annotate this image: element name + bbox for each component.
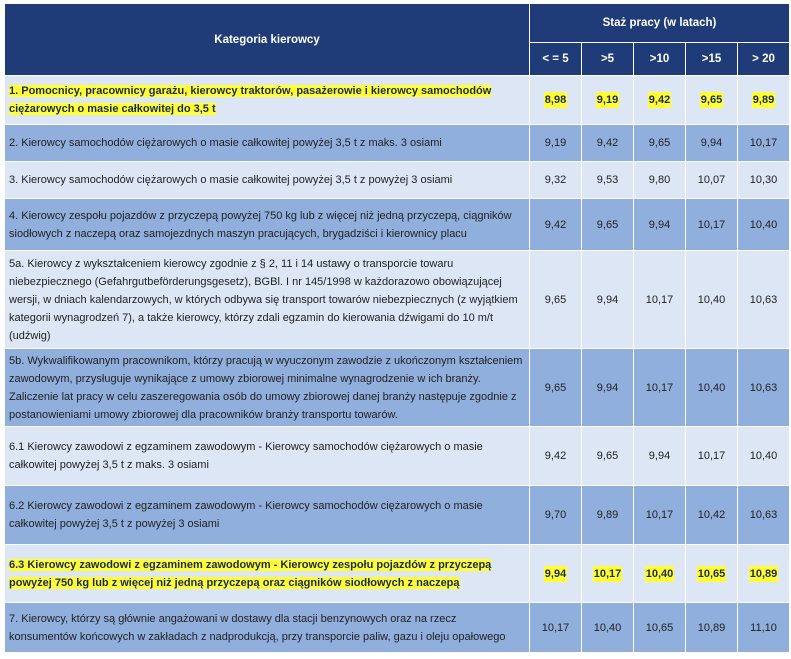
value-cell: 9,65	[582, 427, 634, 486]
value-cell: 9,94	[530, 545, 582, 603]
table-row	[5, 125, 790, 162]
value-cell: 8,98	[530, 76, 582, 125]
value-cell: 10,65	[686, 545, 738, 603]
value-cell: 9,70	[530, 486, 582, 545]
value-cell: 10,17	[738, 125, 790, 162]
category-cell: 3. Kierowcy samochodów ciężarowych o masie całkowitej powyżej 3,5 t z powyżej 3 osiami	[5, 162, 530, 199]
value-cell: 9,89	[582, 486, 634, 545]
value-cell: 10,89	[686, 603, 738, 653]
value-cell: 9,65	[530, 251, 582, 349]
category-cell: 5a. Kierowcy z wykształceniem kierowcy zgodnie z § 2, 11 i 14 ustawy o transporcie towaru niebezpiecznego (Gefahrgutbeförderungsgesetz), BGBl. I nr 145/1998 w każdorazowo obowiązującej wersji, w dniach kalendarzowych, w których odbywa się transport towarów niebezpiecznych (z wyjątkiem kategorii wynagrodzeń 7), a także kierowcy, którzy zdali egzamin do kierowania dźwigami do 10 m/t (udźwig)	[5, 251, 530, 349]
category-cell: 6.2 Kierowcy zawodowi z egzaminem zawodowym - Kierowcy samochodów ciężarowych o masie całkowitej powyżej 3,5 t z powyżej 3 osiami	[5, 486, 530, 545]
column-header: > 20	[738, 43, 790, 76]
column-header: >15	[686, 43, 738, 76]
value-cell: 9,32	[530, 162, 582, 199]
table-row	[5, 251, 790, 349]
table-row	[5, 199, 790, 251]
value-cell: 10,40	[738, 427, 790, 486]
value-cell: 9,53	[582, 162, 634, 199]
value-cell: 10,07	[686, 162, 738, 199]
value-cell: 10,40	[686, 251, 738, 349]
value-cell: 10,40	[686, 349, 738, 427]
value-cell: 9,65	[686, 76, 738, 125]
value-cell: 9,42	[530, 427, 582, 486]
value-cell: 9,94	[686, 125, 738, 162]
category-cell: 1. Pomocnicy, pracownicy garażu, kierowcy traktorów, pasażerowie i kierowcy samochodów ciężarowych o masie całkowitej do 3,5 t	[5, 76, 530, 125]
category-cell: 2. Kierowcy samochodów ciężarowych o masie całkowitej powyżej 3,5 t z maks. 3 osiami	[5, 125, 530, 162]
table-row	[5, 162, 790, 199]
table-row	[5, 427, 790, 486]
value-cell: 9,65	[530, 349, 582, 427]
value-cell: 9,42	[530, 199, 582, 251]
value-cell: 11,10	[738, 603, 790, 653]
category-cell: 7. Kierowcy, którzy są głównie angażowani w dostawy dla stacji benzynowych oraz na rzecz konsumentów końcowych w zakładach z nadprodukcją, przy transporcie paliw, gazu i oleju opałowego	[5, 603, 530, 653]
value-cell: 10,65	[634, 603, 686, 653]
table-row	[5, 349, 790, 427]
category-cell: 6.3 Kierowcy zawodowi z egzaminem zawodowym - Kierowcy zespołu pojazdów z przyczepą powyżej 750 kg lub z więcej niż jedną przyczepą oraz ciągników siodłowych z naczepą	[5, 545, 530, 603]
column-header: >5	[582, 43, 634, 76]
value-cell: 10,17	[530, 603, 582, 653]
value-cell: 10,17	[686, 427, 738, 486]
value-cell: 9,94	[582, 349, 634, 427]
value-cell: 9,65	[634, 125, 686, 162]
value-cell: 10,17	[634, 251, 686, 349]
value-cell: 10,89	[738, 545, 790, 603]
value-cell: 10,17	[686, 199, 738, 251]
category-header: Kategoria kierowcy	[5, 4, 530, 76]
value-cell: 9,42	[634, 76, 686, 125]
table-row	[5, 603, 790, 653]
value-cell: 10,17	[634, 486, 686, 545]
value-cell: 10,30	[738, 162, 790, 199]
category-cell: 6.1 Kierowcy zawodowi z egzaminem zawodowym - Kierowcy samochodów ciężarowych o masie całkowitej powyżej 3,5 t z maks. 3 osiami	[5, 427, 530, 486]
value-cell: 10,63	[738, 349, 790, 427]
value-cell: 10,40	[582, 603, 634, 653]
seniority-header: Staż pracy (w latach)	[530, 4, 790, 43]
value-cell: 10,17	[582, 545, 634, 603]
value-cell: 9,80	[634, 162, 686, 199]
value-cell: 9,19	[582, 76, 634, 125]
value-cell: 10,40	[738, 199, 790, 251]
value-cell: 9,94	[582, 251, 634, 349]
value-cell: 10,63	[738, 251, 790, 349]
value-cell: 9,19	[530, 125, 582, 162]
value-cell: 10,17	[634, 349, 686, 427]
column-header: >10	[634, 43, 686, 76]
table-row	[5, 486, 790, 545]
value-cell: 10,63	[738, 486, 790, 545]
value-cell: 10,42	[686, 486, 738, 545]
value-cell: 9,42	[582, 125, 634, 162]
value-cell: 9,94	[634, 427, 686, 486]
category-cell: 5b. Wykwalifikowanym pracownikom, którzy pracują w wyuczonym zawodzie z ukończonym kształceniem zawodowym, przysługuje wynikające z umowy zbiorowej minimalne wynagrodzenie w ich branży. Zaliczenie lat pracy w celu zaszeregowania osób do umowy zbiorowej danej branży następuje zgodnie z postanowieniami umowy zbiorowej dla pracowników branży transportu towarów.	[5, 349, 530, 427]
wage-table	[4, 3, 790, 653]
value-cell: 9,89	[738, 76, 790, 125]
value-cell: 9,65	[582, 199, 634, 251]
category-cell: 4. Kierowcy zespołu pojazdów z przyczepą powyżej 750 kg lub z więcej niż jedną przyczepą, ciągników siodłowych z naczepą oraz samojezdnych maszyn pracujących, brygadziści i kierownicy placu	[5, 199, 530, 251]
value-cell: 10,40	[634, 545, 686, 603]
table-row	[5, 76, 790, 125]
table-row	[5, 545, 790, 603]
column-header: < = 5	[530, 43, 582, 76]
value-cell: 9,94	[634, 199, 686, 251]
